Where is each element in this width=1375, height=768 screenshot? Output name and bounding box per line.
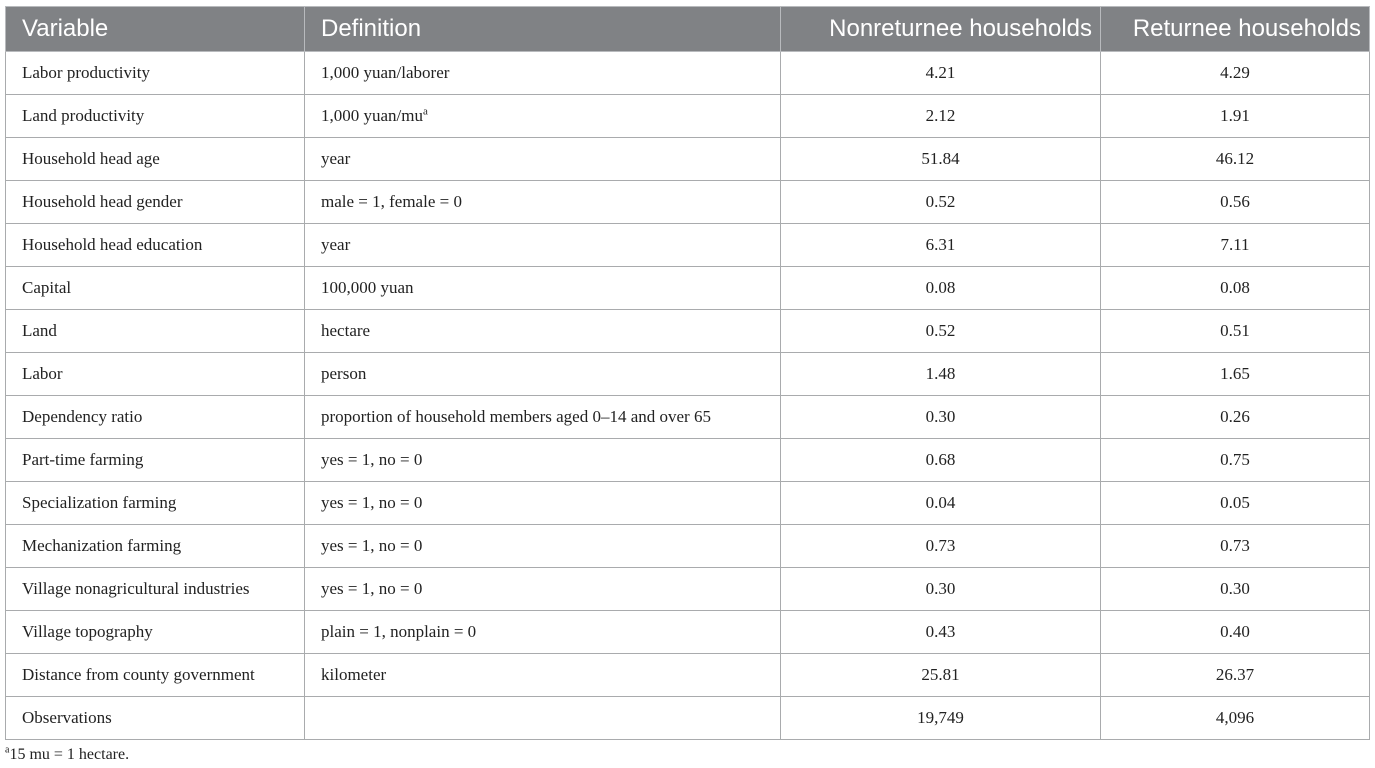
cell-variable: Labor <box>6 353 305 396</box>
cell-nonreturnee-value: 0.30 <box>781 396 1101 439</box>
cell-definition <box>305 267 781 310</box>
cell-variable: Household head gender <box>6 181 305 224</box>
cell-definition-text: yes = 1, no = 0 <box>321 536 423 555</box>
cell-definition <box>305 353 781 396</box>
table-container <box>5 6 1369 740</box>
cell-nonreturnee-value: 51.84 <box>781 138 1101 181</box>
table-row <box>6 95 1370 138</box>
table-row <box>6 611 1370 654</box>
cell-nonreturnee-value: 4.21 <box>781 52 1101 95</box>
cell-definition-text: kilometer <box>321 665 387 684</box>
table-row <box>6 654 1370 697</box>
cell-nonreturnee-value: 0.30 <box>781 568 1101 611</box>
cell-definition <box>305 482 781 525</box>
table-row <box>6 525 1370 568</box>
cell-definition-text: year <box>321 149 351 168</box>
footnote-text: 15 mu = 1 hectare. <box>9 746 130 763</box>
cell-nonreturnee-value: 0.52 <box>781 181 1101 224</box>
cell-variable: Household head age <box>6 138 305 181</box>
cell-nonreturnee-value: 0.52 <box>781 310 1101 353</box>
cell-returnee-value: 0.08 <box>1101 267 1370 310</box>
cell-definition-text: male = 1, female = 0 <box>321 192 462 211</box>
cell-definition-text: yes = 1, no = 0 <box>321 493 423 512</box>
summary-statistics-table <box>5 6 1370 740</box>
cell-variable: Land productivity <box>6 95 305 138</box>
cell-nonreturnee-value: 6.31 <box>781 224 1101 267</box>
table-row <box>6 224 1370 267</box>
cell-returnee-value: 0.56 <box>1101 181 1370 224</box>
cell-returnee-value: 0.40 <box>1101 611 1370 654</box>
cell-variable: Capital <box>6 267 305 310</box>
cell-nonreturnee-value: 25.81 <box>781 654 1101 697</box>
cell-definition <box>305 224 781 267</box>
cell-definition-text: hectare <box>321 321 371 340</box>
table-row <box>6 439 1370 482</box>
header-variable: Variable <box>6 7 305 52</box>
table-header <box>6 7 1370 52</box>
cell-returnee-value: 4,096 <box>1101 697 1370 740</box>
table-row <box>6 482 1370 525</box>
header-row <box>6 7 1370 52</box>
cell-definition <box>305 181 781 224</box>
cell-nonreturnee-value: 0.43 <box>781 611 1101 654</box>
table-row <box>6 181 1370 224</box>
cell-variable: Village nonagricultural industries <box>6 568 305 611</box>
cell-definition <box>305 95 781 138</box>
cell-definition-text: 100,000 yuan <box>321 278 414 297</box>
header-returnee-households: Returnee households <box>1101 7 1370 52</box>
cell-variable: Village topography <box>6 611 305 654</box>
cell-definition-text: 1,000 yuan/mu <box>321 106 423 125</box>
cell-definition-text: 1,000 yuan/laborer <box>321 63 450 82</box>
table-row <box>6 267 1370 310</box>
cell-variable: Land <box>6 310 305 353</box>
cell-returnee-value: 7.11 <box>1101 224 1370 267</box>
cell-definition-text: yes = 1, no = 0 <box>321 450 423 469</box>
cell-nonreturnee-value: 0.04 <box>781 482 1101 525</box>
cell-returnee-value: 0.75 <box>1101 439 1370 482</box>
cell-variable: Labor productivity <box>6 52 305 95</box>
cell-returnee-value: 26.37 <box>1101 654 1370 697</box>
cell-returnee-value: 0.26 <box>1101 396 1370 439</box>
table-footnote <box>5 746 129 764</box>
footnote-reference: a <box>423 105 428 118</box>
cell-returnee-value: 0.30 <box>1101 568 1370 611</box>
cell-returnee-value: 4.29 <box>1101 52 1370 95</box>
cell-definition <box>305 138 781 181</box>
cell-returnee-value: 0.51 <box>1101 310 1370 353</box>
header-definition: Definition <box>305 7 781 52</box>
cell-definition <box>305 310 781 353</box>
cell-definition <box>305 568 781 611</box>
cell-variable: Dependency ratio <box>6 396 305 439</box>
table-row <box>6 310 1370 353</box>
cell-nonreturnee-value: 0.08 <box>781 267 1101 310</box>
header-nonreturnee-households: Nonreturnee households <box>781 7 1101 52</box>
cell-definition <box>305 525 781 568</box>
cell-nonreturnee-value: 1.48 <box>781 353 1101 396</box>
cell-returnee-value: 46.12 <box>1101 138 1370 181</box>
cell-variable: Observations <box>6 697 305 740</box>
cell-definition-text: proportion of household members aged 0–14 and over 65 <box>321 407 711 426</box>
cell-nonreturnee-value: 19,749 <box>781 697 1101 740</box>
cell-returnee-value: 0.73 <box>1101 525 1370 568</box>
cell-variable: Distance from county government <box>6 654 305 697</box>
cell-definition-text: yes = 1, no = 0 <box>321 579 423 598</box>
cell-definition-text: year <box>321 235 351 254</box>
table-row <box>6 697 1370 740</box>
cell-definition <box>305 654 781 697</box>
table-body <box>6 52 1370 740</box>
table-row <box>6 138 1370 181</box>
cell-nonreturnee-value: 0.68 <box>781 439 1101 482</box>
cell-returnee-value: 1.91 <box>1101 95 1370 138</box>
table-row <box>6 396 1370 439</box>
cell-definition-text: person <box>321 364 367 383</box>
cell-definition <box>305 396 781 439</box>
cell-variable: Household head education <box>6 224 305 267</box>
cell-nonreturnee-value: 2.12 <box>781 95 1101 138</box>
cell-definition <box>305 439 781 482</box>
cell-variable: Mechanization farming <box>6 525 305 568</box>
cell-returnee-value: 0.05 <box>1101 482 1370 525</box>
cell-definition <box>305 52 781 95</box>
footnote-marker: a <box>5 744 10 756</box>
cell-variable: Part-time farming <box>6 439 305 482</box>
cell-definition <box>305 697 781 740</box>
cell-variable: Specialization farming <box>6 482 305 525</box>
table-row <box>6 52 1370 95</box>
table-row <box>6 568 1370 611</box>
cell-nonreturnee-value: 0.73 <box>781 525 1101 568</box>
cell-returnee-value: 1.65 <box>1101 353 1370 396</box>
cell-definition-text: plain = 1, nonplain = 0 <box>321 622 477 641</box>
cell-definition <box>305 611 781 654</box>
table-row <box>6 353 1370 396</box>
